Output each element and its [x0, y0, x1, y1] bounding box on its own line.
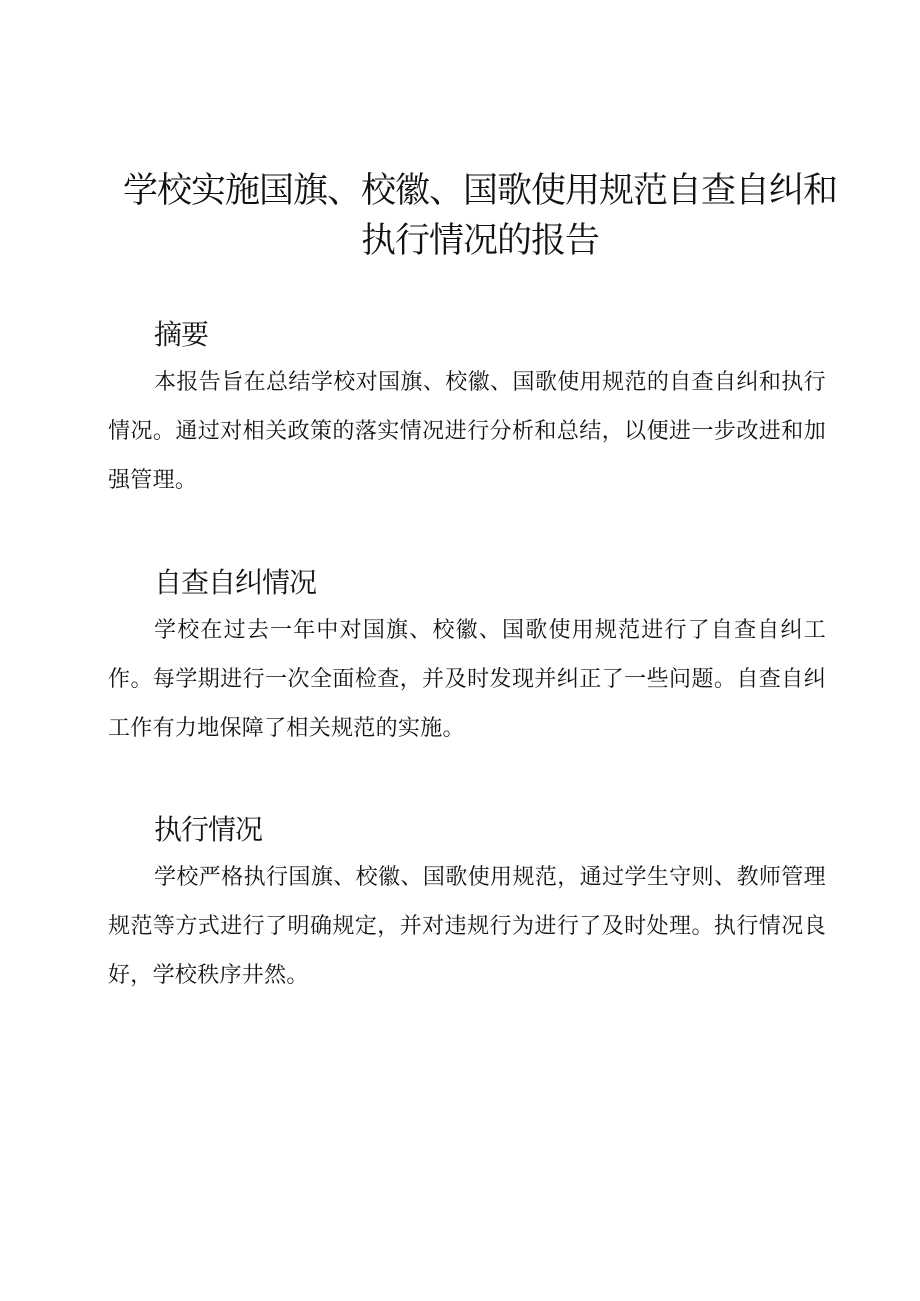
- document-title: 学校实施国旗、校徽、国歌使用规范自查自纠和执行情况的报告: [122, 171, 837, 261]
- section-body: 本报告旨在总结学校对国旗、校徽、国歌使用规范的自查自纠和执行情况。通过对相关政策的落实情况进行分析和总结，以便进一步改进和加强管理。: [108, 370, 826, 493]
- section-heading: 自查自纠情况: [154, 566, 317, 599]
- section-body: 学校严格执行国旗、校徽、国歌使用规范，通过学生守则、教师管理规范等方式进行了明确规定，并对违规行为进行了及时处理。执行情况良好，学校秩序井然。: [108, 865, 826, 988]
- section-summary: [108, 318, 826, 505]
- section-heading: 执行情况: [154, 813, 263, 846]
- section-self-check: [108, 566, 826, 753]
- section-execution: [108, 813, 826, 1000]
- section-heading: 摘要: [154, 318, 209, 351]
- section-body: 学校在过去一年中对国旗、校徽、国歌使用规范进行了自查自纠工作。每学期进行一次全面检查，并及时发现并纠正了一些问题。自查自纠工作有力地保障了相关规范的实施。: [108, 618, 826, 741]
